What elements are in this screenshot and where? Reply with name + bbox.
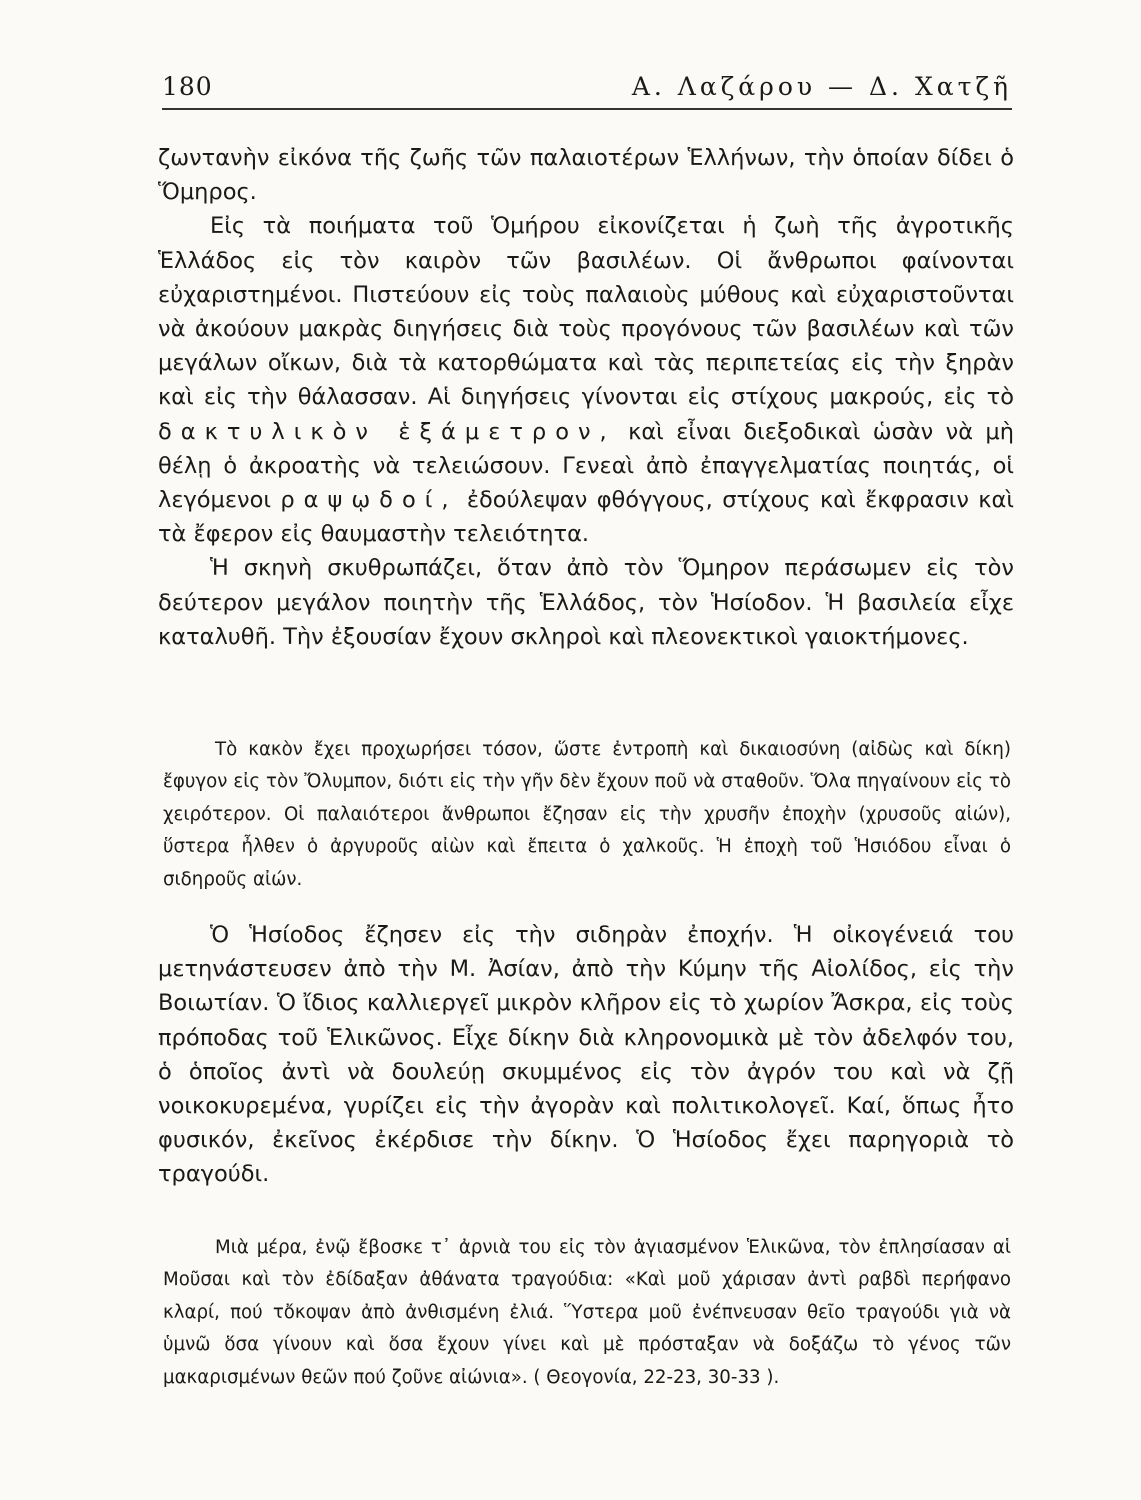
running-head: Α. Λαζάρου — Δ. Χατζῆ [631,72,1012,101]
paragraph-hesiod-life: Ὁ Ἡσίοδος ἔζησεν εἰς τὴν σιδηρὰν ἐποχήν. Ἡ οἰκογένειά του μετηνάστευσεν ἀπὸ τὴν Μ. Ἀσίαν, ἀπὸ τὴν Κύμην τῆς Αἰολίδος, εἰς τὴν Βοιωτίαν. Ὁ ἴδιος καλλιεργεῖ μικρὸν κλῆρον εἰς τὸ χωρίον Ἄσκρα, εἰς τοὺς πρόποδας τοῦ Ἑλικῶνος. Εἶχε δίκην διὰ κληρονομικὰ μὲ τὸν ἀδελφόν του, ὁ ὁποῖος ἀντὶ νὰ δουλεύῃ σκυμμένος εἰς τὸν ἀγρόν του καὶ νὰ ζῇ νοικοκυρεμένα, γυρίζει εἰς τὴν ἀγορὰν καὶ πολιτικολογεῖ. Καί, ὅπως ἦτο φυσικόν, ἐκεῖνος ἐκέρδισε τὴν δίκην. Ὁ Ἡσίοδος ἔχει παρηγοριὰ τὸ τραγούδι. [158,922,1014,1188]
paragraph-continued: ζωντανὴν εἰκόνα τῆς ζωῆς τῶν παλαιοτέρων Ἑλλήνων, τὴν ὁποίαν δίδει ὁ Ὅμηρος. [158,145,1014,206]
note-muses [163,1232,1011,1394]
paragraph-homer-text-a: Εἰς τὰ ποιήματα τοῦ Ὁμήρου εἰκονίζεται ἡ ζωὴ τῆς ἀγροτικῆς Ἑλλάδος εἰς τὸν καιρὸν τῶν βασιλέων. Οἱ ἄνθρωποι φαίνονται εὐχαριστημένοι. Πιστεύουν εἰς τοὺς παλαιοὺς μύθους καὶ εὐχαριστοῦνται νὰ ἀκούουν μακρὰς διηγήσεις διὰ τοὺς προγόνους τῶν βασιλέων καὶ τῶν μεγάλων οἴκων, διὰ τὰ κατορθώματα καὶ τὰς περιπετείας εἰς τὴν ξηρὰν καὶ εἰς τὴν θάλασσαν. Αἱ διηγήσεις γίνονται εἰς στίχους μακρούς, εἰς τὸ [158,213,1014,411]
main-text-section-1 [158,141,1014,654]
paragraph-hesiod-intro: Ἡ σκηνὴ σκυθρωπάζει, ὅταν ἀπὸ τὸν Ὅμηρον περάσωμεν εἰς τὸν δεύτερον μεγάλον ποιητὴν τῆς Ἑλλάδος, τὸν Ἡσίοδον. Ἡ βασιλεία εἶχε καταλυθῆ. Τὴν ἐξουσίαν ἔχουν σκληροὶ καὶ πλεονεκτικοὶ γαιοκτήμονες. [158,555,1014,650]
header-rule [162,108,1012,110]
paragraph-homer-text-b: καὶ εἶναι διεξοδικαὶ ὡσὰν νὰ μὴ θέλῃ ὁ ἀκροατὴς νὰ τελειώσουν. Γενεαὶ ἀπὸ ἐπαγγελματίας ποιητάς, οἱ λεγόμενοι [158,418,1015,514]
term-dactylic-hexameter: δακτυλικὸν ἑξάμετρον, [158,418,616,445]
page-number: 180 [162,72,213,101]
page-header [162,72,1012,106]
main-text-section-2 [158,918,1014,1192]
paragraph-homer [158,209,1014,551]
term-rhapsodes: ραψῳδοί, [280,487,458,514]
note-ages-of-man-text: Τὸ κακὸν ἔχει προχωρήσει τόσον, ὥστε ἐντροπὴ καὶ δικαιοσύνη (αἰδὼς καὶ δίκη) ἔφυγον εἰς τὸν Ὄλυμπον, διότι εἰς τὴν γῆν δὲν ἔχουν ποῦ νὰ σταθοῦν. Ὅλα πηγαίνουν εἰς τὸ χειρότερον. Οἱ παλαιότεροι ἄνθρωποι ἔζησαν εἰς τὴν χρυσῆν ἐποχὴν (χρυσοῦς αἰών), ὕστερα ἦλθεν ὁ ἀργυροῦς αἰὼν καὶ ἔπειτα ὁ χαλκοῦς. Ἡ ἐποχὴ τοῦ Ἡσιόδου εἶναι ὁ σιδηροῦς αἰών. [163,739,1011,890]
note-muses-text: Μιὰ μέρα, ἐνῷ ἔβοσκε τ᾽ ἀρνιὰ του εἰς τὸν ἁγιασμένον Ἑλικῶνα, τὸν ἐπλησίασαν αἱ Μοῦσαι καὶ τὸν ἐδίδαξαν ἀθάνατα τραγούδια: «Καὶ μοῦ χάρισαν ἀντὶ ραβδὶ περήφανο κλαρί, πού τὄκοψαν ἀπὸ ἀνθισμένη ἐλιά. Ὕστερα μοῦ ἐνέπνευσαν θεῖο τραγούδι γιὰ νὰ ὑμνῶ ὅσα γίνουν καὶ ὅσα ἔχουν γίνει καὶ μὲ πρόσταξαν νὰ δοξάζω τὸ γένος τῶν μακαρισμένων θεῶν πού ζοῦνε αἰώνια». ( Θεογονία, 22-23, 30-33 ). [163,1237,1011,1388]
paragraph-homer-text-c: ἐδούλεψαν φθόγγους, στίχους καὶ ἔκφρασιν καὶ τὰ ἔφερον εἰς θαυμαστὴν τελειότητα. [158,487,1015,548]
note-ages-of-man [163,734,1011,896]
